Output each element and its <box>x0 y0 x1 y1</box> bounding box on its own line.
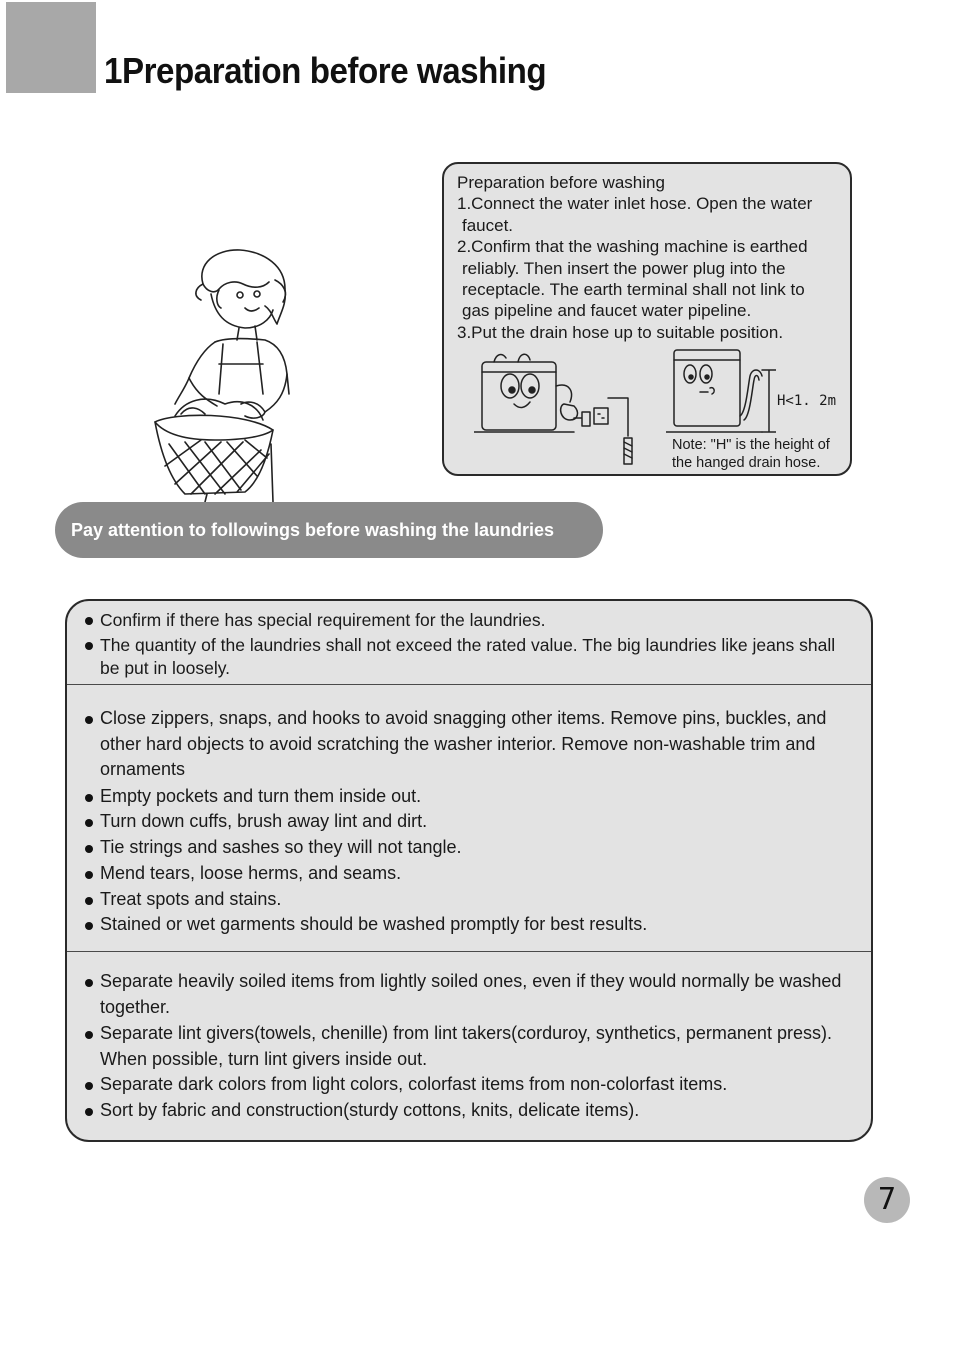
note-line-1: Note: "H" is the height of <box>672 437 830 453</box>
list-item: Sort by fabric and construction(sturdy cottons, knits, delicate items). <box>85 1098 855 1124</box>
list-item: Confirm if there has special requirement for the laundries. <box>85 609 855 632</box>
page-title: 1Preparation before washing <box>104 50 547 91</box>
bullet-icon <box>85 1031 93 1039</box>
step-2-line-4: gas pipeline and faucet water pipeline. <box>462 301 752 321</box>
attention-banner: Pay attention to followings before washing the laundries <box>55 502 603 558</box>
bullet-icon <box>85 922 93 930</box>
bullet-icon <box>85 794 93 802</box>
preparation-heading: Preparation before washing <box>457 173 665 192</box>
list-item: Tie strings and sashes so they will not tangle. <box>85 835 855 861</box>
bullet-icon <box>85 642 93 650</box>
step-2-line-1: 2.Confirm that the washing machine is earthed <box>457 237 808 257</box>
bullet-icon <box>85 617 93 625</box>
page-number: 7 <box>864 1177 910 1223</box>
bullet-icon <box>85 897 93 905</box>
bullet-icon <box>85 1082 93 1090</box>
drain-height-note <box>672 436 830 472</box>
list-item: Turn down cuffs, brush away lint and dirt. <box>85 809 855 835</box>
bullet-icon <box>85 819 93 827</box>
laundry-checklist-box <box>65 599 873 1142</box>
list-item: Treat spots and stains. <box>85 887 855 913</box>
bullet-icon <box>85 1108 93 1116</box>
list-item: Separate heavily soiled items from lightly soiled ones, even if they would normally be washed together. <box>85 969 855 1020</box>
list-item: Empty pockets and turn them inside out. <box>85 784 855 810</box>
step-1-line-1: 1.Connect the water inlet hose. Open the water <box>457 194 813 214</box>
list-item: The quantity of the laundries shall not exceed the rated value. The big laundries like jeans shall be put in loosely. <box>85 634 855 679</box>
preparation-box <box>442 162 852 476</box>
list-item: Separate dark colors from light colors, colorfast items from non-colorfast items. <box>85 1072 855 1098</box>
bullet-icon <box>85 979 93 987</box>
checklist-section-2 <box>67 685 871 951</box>
washer-plug-illustration <box>474 346 644 474</box>
checklist-section-1 <box>67 601 871 685</box>
bullet-icon <box>85 716 93 724</box>
corner-block <box>6 2 96 93</box>
step-2-line-3: receptacle. The earth terminal shall not link to <box>462 280 805 300</box>
bullet-icon <box>85 845 93 853</box>
bullet-icon <box>85 871 93 879</box>
preparation-text <box>457 172 847 343</box>
step-1-line-2: faucet. <box>462 215 514 235</box>
checklist-section-3 <box>67 952 871 1142</box>
step-2-line-2: reliably. Then insert the power plug into the <box>462 258 786 278</box>
washer-drain-hose-illustration <box>666 346 776 436</box>
drain-height-label: H<1. 2m <box>777 393 837 409</box>
woman-with-laundry-basket-illustration <box>145 244 295 502</box>
note-line-2: the hanged drain hose. <box>672 455 821 471</box>
step-3: 3.Put the drain hose up to suitable position. <box>457 322 784 342</box>
list-item: Separate lint givers(towels, chenille) from lint takers(corduroy, synthetics, permanent press). When possible, turn lint givers inside out. <box>85 1021 855 1072</box>
list-item: Stained or wet garments should be washed promptly for best results. <box>85 912 855 938</box>
list-item: Mend tears, loose herms, and seams. <box>85 861 855 887</box>
list-item: Close zippers, snaps, and hooks to avoid snagging other items. Remove pins, buckles, and other hard objects to avoid scratching the washer interior. Remove non-washable trim and ornaments <box>85 706 855 783</box>
